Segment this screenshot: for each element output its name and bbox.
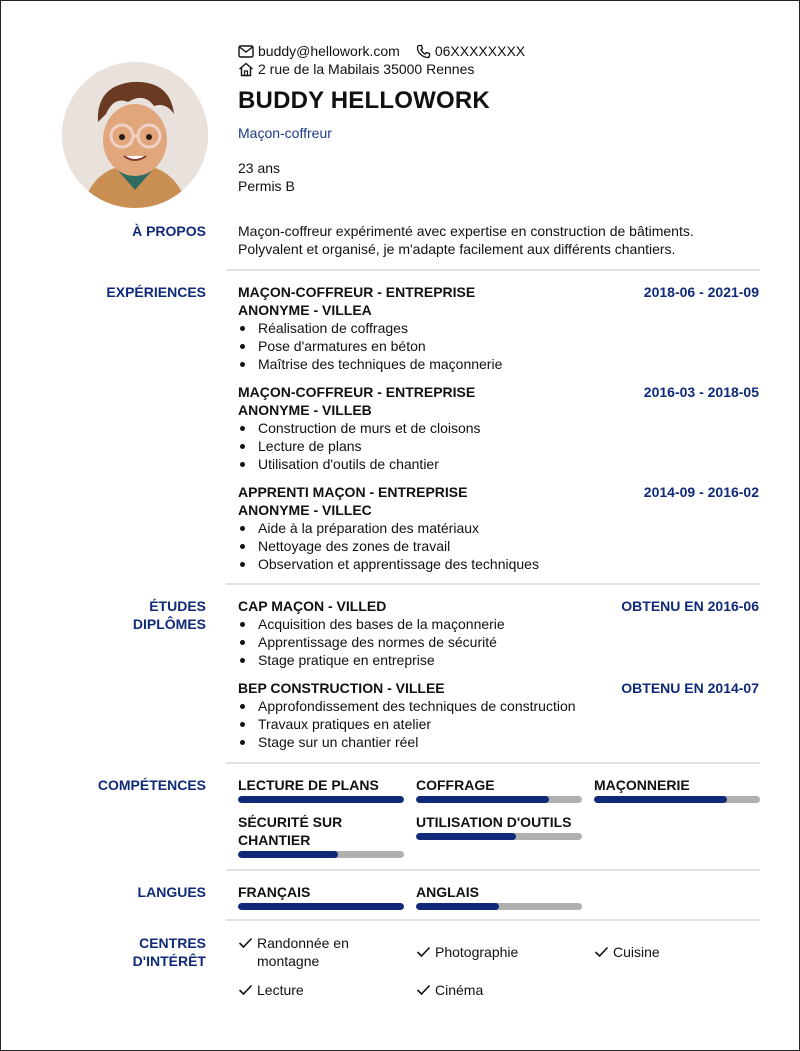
- language-level-bar: [238, 903, 404, 910]
- address-row: [238, 60, 490, 78]
- check-icon: [238, 984, 253, 996]
- experience-entry: [238, 383, 759, 473]
- experience-tasks: [238, 519, 759, 573]
- skill-level-bar: [416, 833, 582, 840]
- experience-company: ANONYME - VILLEA: [238, 302, 372, 318]
- skill-item: [238, 813, 404, 858]
- skill-name: UTILISATION D'OUTILS: [416, 814, 572, 830]
- interest-label-line: montagne: [257, 953, 320, 969]
- education-details: [238, 615, 759, 669]
- email-item[interactable]: [238, 42, 400, 60]
- section-label-languages: LANGUES: [137, 884, 206, 900]
- skill-name: SÉCURITÉ SUR: [238, 814, 343, 830]
- list-item: Aide à la préparation des matériaux: [238, 519, 759, 537]
- skill-level-bar: [594, 796, 760, 803]
- experience-company: ANONYME - VILLEB: [238, 402, 372, 418]
- skill-level-fill: [238, 796, 404, 803]
- interest-label: Lecture: [257, 982, 304, 998]
- education-title: BEP CONSTRUCTION - VILLEE: [238, 680, 445, 696]
- skill-level-fill: [416, 796, 549, 803]
- experience-entry: [238, 283, 759, 373]
- experience-date: 2018-06 - 2021-09: [643, 284, 759, 300]
- skill-level-bar: [238, 796, 404, 803]
- list-item: Pose d'armatures en béton: [238, 337, 759, 355]
- candidate-name: BUDDY HELLOWORK: [238, 87, 490, 114]
- skill-level-fill: [416, 833, 516, 840]
- education-date: OBTENU EN 2014-07: [621, 680, 759, 696]
- phone-text[interactable]: 06XXXXXXXX: [434, 43, 526, 59]
- age: 23 ans: [238, 160, 281, 176]
- experience-title: APPRENTI MAÇON - ENTREPRISE: [238, 484, 468, 500]
- about-line-1: Maçon-coffreur expérimenté avec expertise en construction de bâtiments.: [238, 223, 694, 239]
- phone-icon: [416, 44, 431, 59]
- education-entry: [238, 679, 759, 751]
- interest-label: Cuisine: [613, 944, 660, 960]
- section-label-experiences: EXPÉRIENCES: [106, 284, 206, 300]
- interest-label: Photographie: [435, 944, 519, 960]
- list-item: Nettoyage des zones de travail: [238, 537, 759, 555]
- interest-item: [594, 943, 754, 961]
- experience-title: MAÇON-COFFREUR - ENTREPRISE: [238, 384, 476, 400]
- list-item: Acquisition des bases de la maçonnerie: [238, 615, 759, 633]
- skill-item: [594, 776, 760, 803]
- section-label-about: À PROPOS: [132, 223, 206, 239]
- list-item: Maîtrise des techniques de maçonnerie: [238, 355, 759, 373]
- list-item: Réalisation de coffrages: [238, 319, 759, 337]
- experience-entry: [238, 483, 759, 573]
- section-label-education: ÉTUDES: [149, 598, 206, 614]
- experience-tasks: [238, 419, 759, 473]
- divider: [226, 869, 760, 871]
- education-date: OBTENU EN 2016-06: [621, 598, 759, 614]
- email-text[interactable]: buddy@hellowork.com: [258, 43, 400, 59]
- check-icon: [416, 984, 431, 996]
- skill-name: CHANTIER: [238, 832, 311, 848]
- check-icon: [238, 937, 253, 949]
- list-item: Lecture de plans: [238, 437, 759, 455]
- phone-item[interactable]: [416, 42, 525, 60]
- avatar-illustration: [62, 62, 208, 208]
- check-icon: [416, 946, 431, 958]
- interest-item: [238, 981, 398, 999]
- list-item: Travaux pratiques en atelier: [238, 715, 759, 733]
- skill-level-fill: [238, 851, 338, 858]
- interest-label: Cinéma: [435, 982, 484, 998]
- experience-title: MAÇON-COFFREUR - ENTREPRISE: [238, 284, 476, 300]
- skill-name: MAÇONNERIE: [594, 777, 690, 793]
- skill-level-bar: [416, 796, 582, 803]
- language-item: [238, 883, 404, 910]
- list-item: Apprentissage des normes de sécurité: [238, 633, 759, 651]
- skill-name: LECTURE DE PLANS: [238, 777, 379, 793]
- interest-item: [416, 981, 576, 999]
- avatar: [62, 62, 208, 208]
- interest-label: [257, 934, 349, 970]
- home-icon: [238, 62, 254, 77]
- list-item: Stage pratique en entreprise: [238, 651, 759, 669]
- list-item: Utilisation d'outils de chantier: [238, 455, 759, 473]
- language-level-fill: [416, 903, 499, 910]
- section-label-interests-2: D'INTÉRÊT: [132, 953, 206, 969]
- interest-item: [238, 934, 398, 970]
- education-title: CAP MAÇON - VILLED: [238, 598, 387, 614]
- experience-tasks: [238, 319, 759, 373]
- contact-row: [238, 42, 541, 60]
- list-item: Approfondissement des techniques de construction: [238, 697, 759, 715]
- divider: [226, 919, 760, 921]
- experience-date: 2014-09 - 2016-02: [643, 484, 759, 500]
- skill-item: [238, 776, 404, 803]
- section-label-skills: COMPÉTENCES: [97, 777, 206, 793]
- skill-level-bar: [238, 851, 404, 858]
- skill-item: [416, 813, 582, 840]
- driving-license: Permis B: [238, 178, 295, 194]
- education-details: [238, 697, 759, 751]
- check-icon: [594, 946, 609, 958]
- section-label-diplomas: DIPLÔMES: [132, 616, 206, 632]
- job-title: Maçon-coffreur: [238, 125, 332, 141]
- experience-date: 2016-03 - 2018-05: [643, 384, 759, 400]
- list-item: Construction de murs et de cloisons: [238, 419, 759, 437]
- education-entry: [238, 597, 759, 669]
- divider: [226, 762, 760, 764]
- skill-item: [416, 776, 582, 803]
- language-item: [416, 883, 582, 910]
- section-label-interests: CENTRES: [139, 935, 206, 951]
- experience-company: ANONYME - VILLEC: [238, 502, 372, 518]
- interest-label-line: Randonnée en: [257, 935, 349, 951]
- language-level-fill: [238, 903, 404, 910]
- envelope-icon: [238, 45, 254, 58]
- language-name: FRANÇAIS: [238, 884, 311, 900]
- skill-level-fill: [594, 796, 727, 803]
- address-text: 2 rue de la Mabilais 35000 Rennes: [258, 61, 475, 77]
- list-item: Stage sur un chantier réel: [238, 733, 759, 751]
- list-item: Observation et apprentissage des techniques: [238, 555, 759, 573]
- divider: [226, 583, 760, 585]
- address-item: [238, 60, 474, 78]
- divider: [226, 269, 760, 271]
- skill-name: COFFRAGE: [416, 777, 495, 793]
- interest-item: [416, 943, 576, 961]
- language-level-bar: [416, 903, 582, 910]
- about-line-2: Polyvalent et organisé, je m'adapte facilement aux différents chantiers.: [238, 241, 676, 257]
- language-name: ANGLAIS: [416, 884, 479, 900]
